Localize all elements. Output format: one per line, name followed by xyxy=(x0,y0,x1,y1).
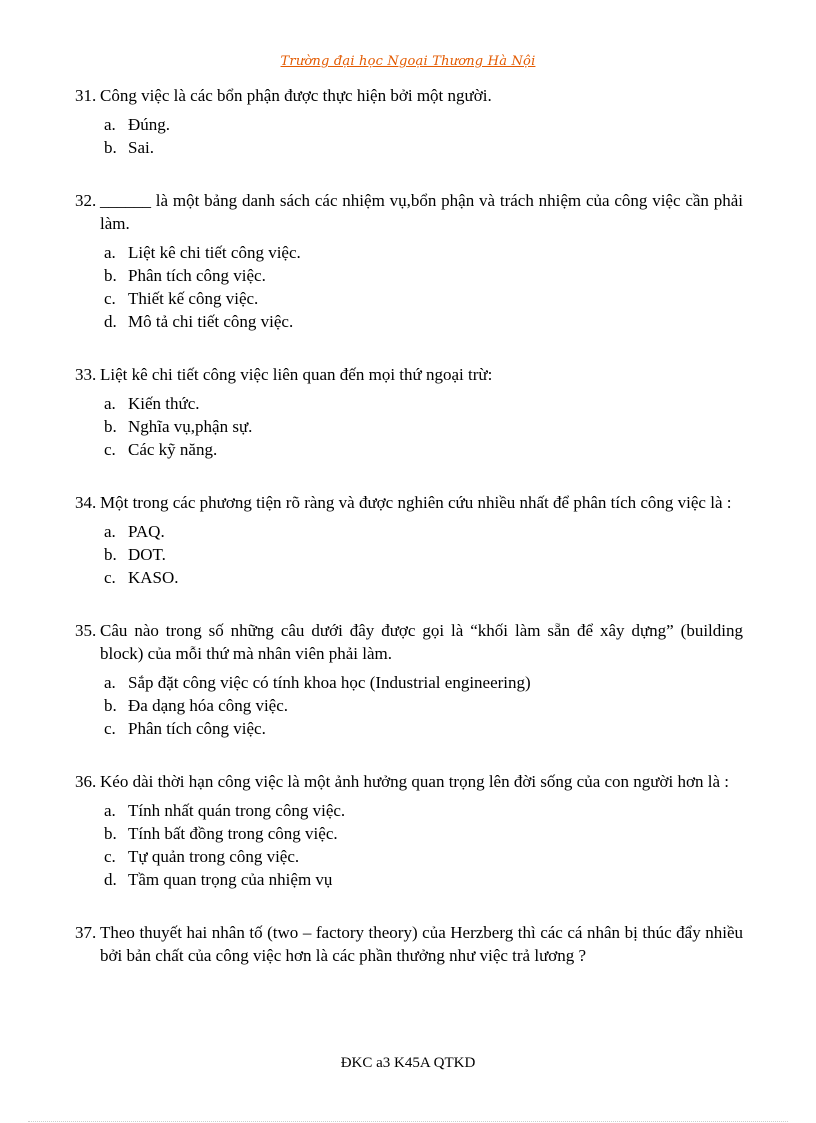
question-number: 35. xyxy=(75,621,97,640)
option-c xyxy=(104,717,743,740)
option-b xyxy=(104,543,743,566)
option-a xyxy=(104,520,743,543)
question-text: Câu nào trong số những câu dưới đây được gọi là “khối làm sẵn để xây dựng” (building block) của mỗi thứ mà nhân viên phải làm. xyxy=(100,621,743,663)
option-letter: a. xyxy=(104,801,116,820)
option-text: PAQ. xyxy=(128,522,165,541)
option-letter: b. xyxy=(104,696,117,715)
option-letter: a. xyxy=(104,522,116,541)
question-text: Một trong các phương tiện rõ ràng và được nghiên cứu nhiều nhất để phân tích công việc là : xyxy=(100,493,732,512)
question-text: Theo thuyết hai nhân tố (two – factory theory) của Herzberg thì các cá nhân bị thúc đẩy nhiều bởi bản chất của công việc hơn là các phần thưởng như việc trả lương ? xyxy=(100,923,743,965)
bottom-divider xyxy=(28,1121,788,1122)
option-letter: a. xyxy=(104,243,116,262)
option-list xyxy=(75,113,743,159)
option-text: Sắp đặt công việc có tính khoa học (Industrial engineering) xyxy=(128,673,531,692)
option-a xyxy=(104,392,743,415)
option-letter: b. xyxy=(104,824,117,843)
page-header: Trường đại học Ngoại Thương Hà Nội xyxy=(280,54,536,69)
option-d xyxy=(104,868,743,891)
question-number: 34. xyxy=(75,493,97,512)
option-letter: a. xyxy=(104,394,116,413)
option-list xyxy=(75,520,743,589)
question-number: 37. xyxy=(75,923,97,942)
option-letter: a. xyxy=(104,115,116,134)
option-letter: c. xyxy=(104,847,116,866)
option-a xyxy=(104,799,743,822)
question-33 xyxy=(75,363,743,461)
option-text: Phân tích công việc. xyxy=(128,719,266,738)
question-31 xyxy=(75,84,743,159)
question-number: 33. xyxy=(75,365,97,384)
question-32 xyxy=(75,189,743,333)
question-list xyxy=(75,84,743,997)
option-text: Đúng. xyxy=(128,115,171,134)
question-number: 31. xyxy=(75,86,97,105)
option-a xyxy=(104,241,743,264)
option-text: Phân tích công việc. xyxy=(128,266,266,285)
option-text: KASO. xyxy=(128,568,179,587)
question-text: ______ là một bảng danh sách các nhiệm vụ,bổn phận và trách nhiệm của công việc cần phải làm. xyxy=(100,191,743,233)
option-letter: a. xyxy=(104,673,116,692)
option-letter: b. xyxy=(104,417,117,436)
option-b xyxy=(104,264,743,287)
option-text: Nghĩa vụ,phận sự. xyxy=(128,417,253,436)
option-text: DOT. xyxy=(128,545,166,564)
option-c xyxy=(104,566,743,589)
question-number: 36. xyxy=(75,772,97,791)
option-letter: c. xyxy=(104,568,116,587)
option-letter: b. xyxy=(104,266,117,285)
option-letter: d. xyxy=(104,870,117,889)
option-text: Tầm quan trọng của nhiệm vụ xyxy=(128,870,333,889)
option-list xyxy=(75,241,743,333)
option-b xyxy=(104,822,743,845)
option-letter: b. xyxy=(104,138,117,157)
option-text: Tính bất đồng trong công việc. xyxy=(128,824,338,843)
option-text: Liệt kê chi tiết công việc. xyxy=(128,243,301,262)
option-text: Các kỹ năng. xyxy=(128,440,218,459)
option-c xyxy=(104,438,743,461)
question-text: Liệt kê chi tiết công việc liên quan đến mọi thứ ngoại trừ: xyxy=(100,365,493,384)
question-35 xyxy=(75,619,743,740)
option-b xyxy=(104,415,743,438)
question-text: Kéo dài thời hạn công việc là một ảnh hưởng quan trọng lên đời sống của con người hơn là : xyxy=(100,772,729,791)
question-36 xyxy=(75,770,743,891)
option-text: Sai. xyxy=(128,138,154,157)
option-a xyxy=(104,113,743,136)
question-number: 32. xyxy=(75,191,97,210)
option-c xyxy=(104,845,743,868)
question-37 xyxy=(75,921,743,967)
option-text: Đa dạng hóa công việc. xyxy=(128,696,289,715)
question-34 xyxy=(75,491,743,589)
option-list xyxy=(75,671,743,740)
option-text: Thiết kế công việc. xyxy=(128,289,259,308)
option-letter: c. xyxy=(104,440,116,459)
option-list xyxy=(75,799,743,891)
option-text: Kiến thức. xyxy=(128,394,200,413)
option-text: Tự quản trong công việc. xyxy=(128,847,300,866)
option-b xyxy=(104,136,743,159)
option-letter: b. xyxy=(104,545,117,564)
option-c xyxy=(104,287,743,310)
option-b xyxy=(104,694,743,717)
option-d xyxy=(104,310,743,333)
option-text: Mô tả chi tiết công việc. xyxy=(128,312,294,331)
option-letter: c. xyxy=(104,289,116,308)
option-text: Tính nhất quán trong công việc. xyxy=(128,801,346,820)
option-a xyxy=(104,671,743,694)
question-text: Công việc là các bổn phận được thực hiện bởi một người. xyxy=(100,86,492,105)
option-letter: c. xyxy=(104,719,116,738)
option-list xyxy=(75,392,743,461)
option-letter: d. xyxy=(104,312,117,331)
page-footer: ĐKC a3 K45A QTKD xyxy=(340,1055,476,1071)
